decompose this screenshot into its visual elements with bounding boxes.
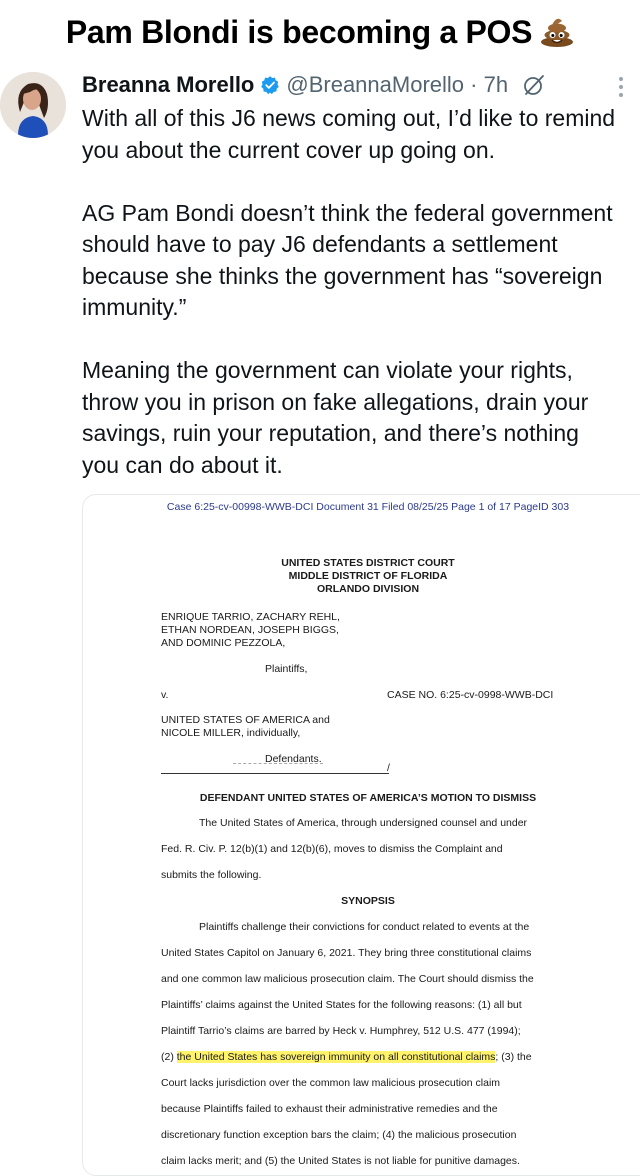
verified-badge-icon [260,73,280,103]
plaintiffs-line: ETHAN NORDEAN, JOSEPH BIGGS, [161,624,339,636]
plaintiffs-line: AND DOMINIC PEZZOLA, [161,637,286,649]
synopsis-line: Court lacks jurisdiction over the common law malicious prosecution claim [161,1077,501,1089]
signature-line [161,773,389,774]
synopsis-line: because Plaintiffs failed to exhaust their administrative remedies and the [161,1103,498,1115]
synopsis-line: claim lacks merit; and (5) the United States is not liable for punitive damages. [161,1155,520,1167]
synopsis-heading: SYNOPSIS [341,895,395,907]
tweet-line: With all of this J6 news coming out, I’d like to remind [82,105,616,131]
poop-emoji-icon [540,15,574,55]
meme-title-text: Pam Blondi is becoming a POS [65,14,533,50]
tweet-text [82,103,640,481]
more-icon[interactable] [618,76,624,103]
motion-title: DEFENDANT UNITED STATES OF AMERICA’S MOTION TO DISMISS [199,792,537,804]
tweet-line: because she thinks the government has “sovereign [82,262,603,289]
case-number: CASE NO. 6:25-cv-0998-WWB-DCI [387,689,554,701]
synopsis-line: and one common law malicious prosecution claim. The Court should dismiss the [161,973,534,985]
tweet-line: AG Pam Bondi doesn’t think the federal government [82,199,613,226]
highlighted-text: the United States has sovereign immunity on all constitutional claims [176,1051,496,1063]
plaintiffs-line: ENRIQUE TARRIO, ZACHARY REHL, [161,611,340,623]
synopsis-line: Plaintiffs’ claims against the United States for the following reasons: (1) all but [161,999,522,1011]
synopsis-line: Plaintiffs challenge their convictions for conduct related to events at the [199,921,530,933]
tweet-line: you about the current cover up going on. [82,136,496,163]
meme-title [0,14,640,55]
defendants-label: Defendants. [265,753,322,765]
plaintiffs-label: Plaintiffs, [265,663,308,675]
synopsis-line: Plaintiff Tarrio’s claims are barred by Heck v. Humphrey, 512 U.S. 477 (1994); [161,1025,521,1037]
court-division: ORLANDO DIVISION [316,583,420,595]
signature-dashes [233,763,323,764]
tweet-line: you can do about it. [82,451,283,478]
doc-header: Case 6:25-cv-00998-WWB-DCI Document 31 Filed 08/25/25 Page 1 of 17 PageID 303 [166,501,570,513]
intro-line: Fed. R. Civ. P. 12(b)(1) and 12(b)(6), moves to dismiss the Complaint and [161,843,503,855]
grok-icon[interactable] [522,73,546,105]
timestamp[interactable]: 7h [483,72,509,97]
tweet-line: savings, ruin your reputation, and there’s nothing [82,420,579,446]
defendants-line: UNITED STATES OF AMERICA and [161,714,330,726]
slash: / [387,762,390,774]
tweet-line: Meaning the government can violate your rights, [82,357,573,383]
intro-line: The United States of America, through undersigned counsel and under [199,817,528,829]
synopsis-line: United States Capitol on January 6, 2021. They bring three constitutional claims [161,947,532,959]
synopsis-line: discretionary function exception bars the claim; (4) the malicious prosecution [161,1129,517,1141]
handle[interactable]: @BreannaMorello [286,72,465,97]
tweet-header [82,70,640,100]
court-district: MIDDLE DISTRICT OF FLORIDA [288,570,448,582]
synopsis-hl-prefix: (2) [161,1051,177,1063]
tweet-line: immunity.” [82,294,187,320]
court-name: UNITED STATES DISTRICT COURT [281,557,455,569]
avatar[interactable] [0,72,66,138]
defendants-line: NICOLE MILLER, individually, [161,727,301,739]
tweet-line: should have to pay J6 defendants a settlement [82,231,558,257]
synopsis-highlight-line [161,1051,532,1063]
separator-dot: · [470,72,478,97]
display-name[interactable]: Breanna Morello [82,72,255,97]
versus: v. [161,689,169,701]
tweet-line: throw you in prison on fake allegations, drain your [82,388,589,415]
intro-line: submits the following. [161,869,262,881]
synopsis-hl-suffix: ; (3) the [495,1051,532,1063]
court-document-image[interactable] [82,494,640,1176]
